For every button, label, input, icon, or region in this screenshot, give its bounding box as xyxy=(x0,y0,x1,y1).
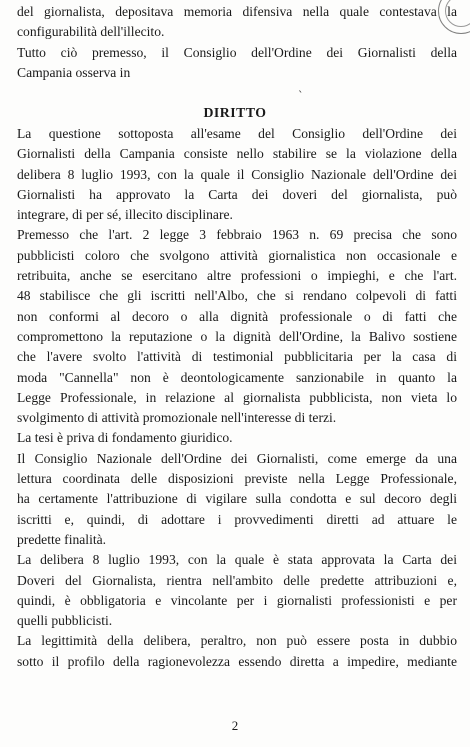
text-line: del giornalista, depositava memoria difensiva nella quale contestava la xyxy=(17,4,457,19)
text-line: La tesi è priva di fondamento giuridico. xyxy=(17,430,233,446)
text-line: ha certamente l'attribuzione di vigilare sulla condotta e sul decoro degli xyxy=(17,491,457,507)
text-line: non conformi al decoro o alla dignità professionale o di fatti che xyxy=(17,308,457,324)
pen-mark: ˋ xyxy=(298,89,304,102)
text-line: pubblicisti coloro che svolgono attività giornalistica non occasionale e xyxy=(17,247,457,263)
text-line: che l'avere svolto l'attività di testimonial pubblicitaria per la casa di xyxy=(17,349,457,365)
text-line: 48 stabilisce che gli iscritti nell'Albo, che si rendano colpevoli di fatti xyxy=(17,288,457,304)
text-line: Campania osserva in xyxy=(17,64,131,80)
body-text xyxy=(17,124,457,672)
page-number: 2 xyxy=(231,718,239,733)
text-line: moda "Cannella" non è deontologicamente sanzionabile in quanto la xyxy=(17,369,457,385)
text-line: sotto il profilo della ragionevolezza essendo diretta a impedire, mediante xyxy=(17,653,457,669)
text-line: La legittimità della delibera, peraltro, non può essere posta in dubbio xyxy=(17,633,457,649)
text-line: compromettono la reputazione o la dignità dell'Ordine, la Balivo sostiene xyxy=(17,328,457,344)
text-line: Tutto ciò premesso, il Consiglio dell'Ordine dei Giornalisti della xyxy=(17,44,457,60)
text-line: integrare, di per sé, illecito disciplinare. xyxy=(17,207,233,223)
text-line: Il Consiglio Nazionale dell'Ordine dei Giornalisti, come emerge da una xyxy=(17,450,457,466)
text-line: lettura coordinata delle disposizioni previste nella Legge Professionale, xyxy=(17,471,457,487)
text-line: La questione sottoposta all'esame del Consiglio dell'Ordine dei xyxy=(17,126,457,141)
text-line: retribuita, anche se esercitano altre professioni o impieghi, e che l'art. xyxy=(17,268,457,284)
text-line: quelli pubblicisti. xyxy=(17,613,113,629)
text-line: La delibera 8 luglio 1993, con la quale è stata approvata la Carta dei xyxy=(17,552,457,568)
text-line: predette finalità. xyxy=(17,531,107,547)
text-line: Giornalisti della Campania consiste nello stabilire se la violazione della xyxy=(17,146,457,162)
text-line: iscritti e, quindi, di adottare i provvedimenti diretti ad attuare le xyxy=(17,511,457,527)
text-line: quindi, è obbligatoria e vincolante per i giornalisti professionisti e per xyxy=(17,592,457,608)
text-line: configurabilità dell'illecito. xyxy=(17,24,165,40)
text-line: Premesso che l'art. 2 legge 3 febbraio 1963 n. 69 precisa che sono xyxy=(17,227,457,243)
text-line: Legge Professionale, in relazione al giornalista pubblicista, non vieta lo xyxy=(17,389,457,405)
text-line: delibera 8 luglio 1993, con la quale il Consiglio Nazionale dell'Ordine dei xyxy=(17,166,457,182)
section-heading: DIRITTO xyxy=(203,105,267,120)
intro-paragraph xyxy=(17,2,457,83)
text-line: Giornalisti ha approvato la Carta dei doveri del giornalista, può xyxy=(17,186,457,202)
text-line: Doveri del Giornalista, rientra nell'ambito delle predette attribuzioni e, xyxy=(17,572,457,588)
text-line: svolgimento di attività promozionale nell'interesse di terzi. xyxy=(17,410,337,426)
